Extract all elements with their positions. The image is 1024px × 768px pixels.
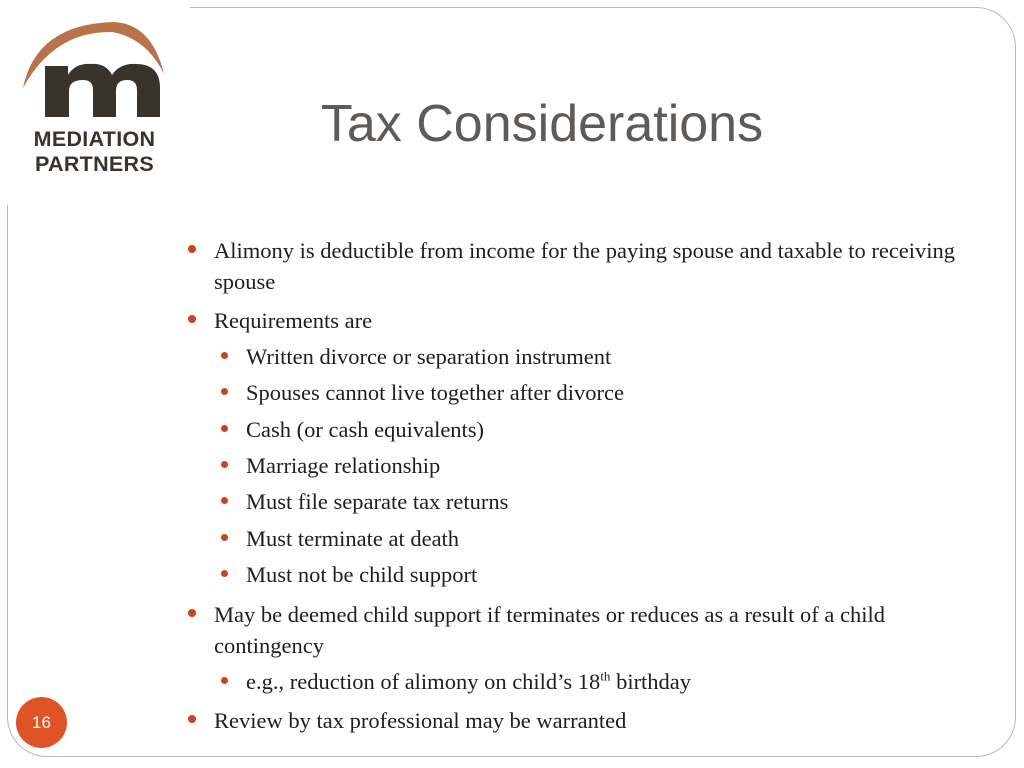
- logo-text-line-2: PARTNERS: [34, 152, 155, 176]
- bullet-tax-professional: Review by tax professional may be warranted: [214, 705, 989, 736]
- bullet-alimony-deductible: Alimony is deductible from income for the paying spouse and taxable to receiving spouse: [214, 235, 989, 297]
- sub-bullet-requirement: Spouses cannot live together after divorce: [246, 377, 986, 408]
- sub-bullet-requirement: Written divorce or separation instrument: [246, 341, 986, 372]
- page-number-badge: 16: [16, 697, 67, 748]
- bullet-child-support: May be deemed child support if terminates or reduces as a result of a child contingency: [214, 599, 989, 661]
- sub-bullet-example: [246, 666, 986, 697]
- sub-bullet-requirement: Cash (or cash equivalents): [246, 414, 986, 445]
- sub-bullet-requirement: Must terminate at death: [246, 523, 986, 554]
- example-text-end: birthday: [610, 669, 692, 694]
- bullet-requirements: Requirements are: [214, 305, 989, 336]
- slide-title: Tax Considerations: [320, 95, 764, 153]
- example-text: e.g., reduction of alimony on child’s 18: [246, 669, 601, 694]
- ordinal-suffix: th: [600, 668, 611, 684]
- logo-text-line-1: MEDIATION: [33, 127, 156, 151]
- sub-bullet-requirement: Marriage relationship: [246, 450, 986, 481]
- sub-bullet-requirement: Must not be child support: [246, 559, 986, 590]
- sub-bullet-requirement: Must file separate tax returns: [246, 486, 986, 517]
